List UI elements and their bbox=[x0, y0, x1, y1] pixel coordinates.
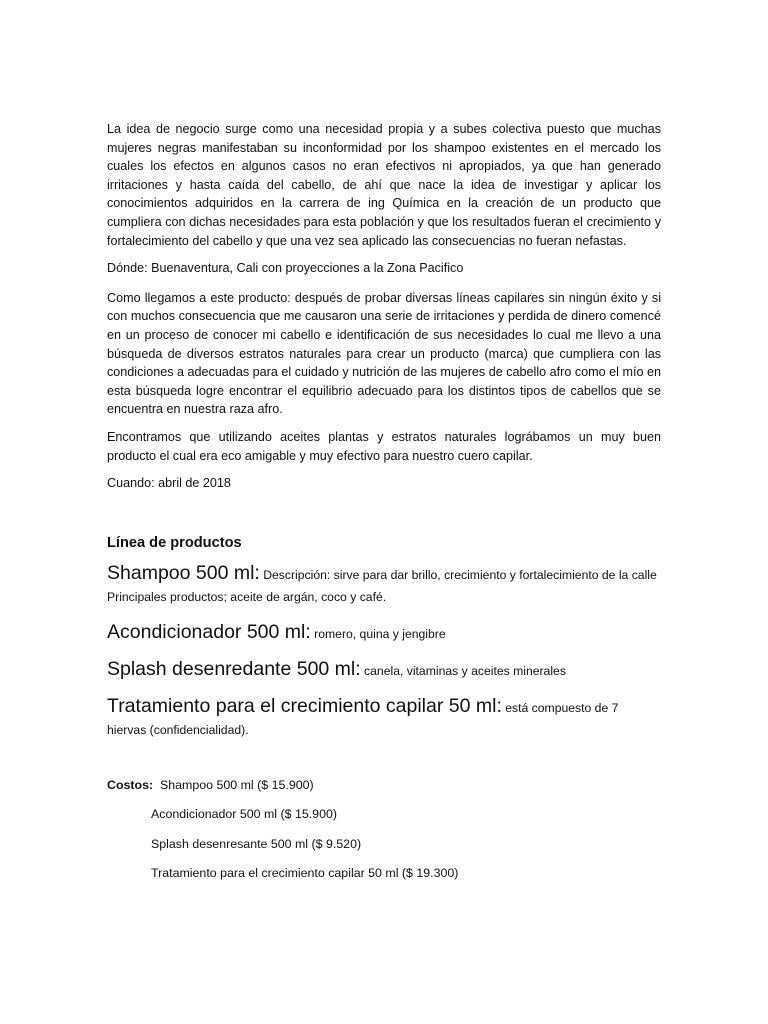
product-item-treatment bbox=[107, 696, 661, 741]
product-item-shampoo bbox=[107, 563, 661, 608]
product-name: Splash desenredante 500 ml: bbox=[107, 657, 361, 680]
product-line-title: Línea de productos bbox=[107, 534, 242, 551]
location-paragraph: Dónde: Buenaventura, Cali con proyecciones a la Zona Pacifico bbox=[107, 261, 464, 276]
cost-row bbox=[107, 806, 661, 836]
findings-paragraph: Encontramos que utilizando aceites plantas y estratos naturales lográbamos un muy buen producto el cual era eco amigable y muy efectivo para nuestro cuero capilar. bbox=[107, 429, 661, 463]
product-description: romero, quina y jengibre bbox=[310, 626, 446, 641]
cost-item: Splash desenresante 500 ml ($ 9.520) bbox=[151, 836, 362, 851]
cost-item: Tratamiento para el crecimiento capilar 50 ml ($ 19.300) bbox=[151, 866, 459, 881]
cost-row bbox=[107, 777, 661, 807]
origin-paragraph: Como llegamos a este producto: después de probar diversas líneas capilares sin ningún éxito y si con muchos consecuencia que me causaron una serie de irritaciones y perdida de dinero comencé en un proceso de conocer mi cabello e identificación de sus necesidades lo cual me llevo a una búsqueda de diversos estratos naturales para crear un producto (marca) que cumpliera con las condiciones a adecuadas para el cuidado y nutrición de las mujeres de cabello afro como el mío en esta búsqueda logre encontrar el equilibrio adecuado para los distintos tipos de cabellos que se encuentra en nuestra raza afro. bbox=[107, 290, 661, 417]
cost-row bbox=[107, 865, 661, 895]
document-body bbox=[107, 120, 661, 895]
product-item-conditioner bbox=[107, 622, 661, 645]
date-paragraph: Cuando: abril de 2018 bbox=[107, 476, 231, 491]
product-name: Shampoo 500 ml: bbox=[107, 561, 260, 584]
product-description: canela, vitaminas y aceites minerales bbox=[360, 663, 566, 678]
product-item-splash bbox=[107, 659, 661, 682]
cost-row bbox=[107, 836, 661, 866]
product-name: Acondicionador 500 ml: bbox=[107, 620, 311, 643]
cost-item: Acondicionador 500 ml ($ 15.900) bbox=[151, 807, 337, 822]
product-description: está compuesto de 7 hiervas (confidencialidad). bbox=[107, 700, 619, 737]
costs-section bbox=[107, 777, 661, 895]
intro-paragraph: La idea de negocio surge como una necesidad propia y a subes colectiva puesto que muchas mujeres negras manifestaban su inconformidad por los shampoo existentes en el mercado los cuales los efectos en algunos casos no eran efectivos ni apropiados, ya que han generado irritaciones y hasta caída del cabello, de ahí que nace la idea de investigar y aplicar los conocimientos adquiridos en la carrera de ing Química en la creación de un producto que cumpliera con dichas necesidades para esta población y que los resultados fueran el crecimiento y fortalecimiento del cabello y que una vez sea aplicado las consecuencias no fueran nefastas. bbox=[107, 122, 661, 248]
cost-item: Shampoo 500 ml ($ 15.900) bbox=[160, 777, 314, 792]
product-name: Tratamiento para el crecimiento capilar 50 ml: bbox=[107, 694, 502, 717]
product-description: Descripción: sirve para dar brillo, crecimiento y fortalecimiento de la calle Principales productos; aceite de argán, coco y café. bbox=[107, 567, 657, 604]
costs-label: Costos: bbox=[107, 777, 154, 792]
